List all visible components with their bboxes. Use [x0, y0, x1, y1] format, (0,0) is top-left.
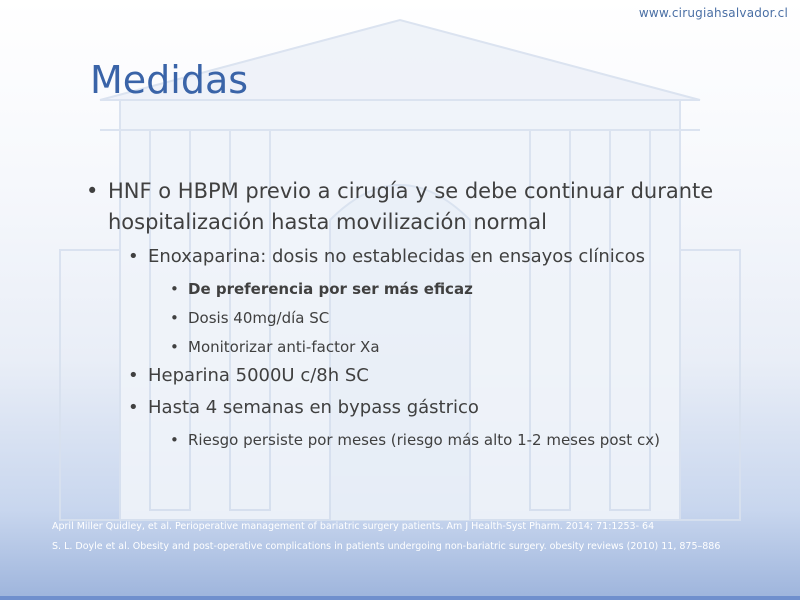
bullet-text-dosis: Dosis 40mg/día SC — [188, 309, 330, 327]
bullet-text-enoxaparina: Enoxaparina: dosis no establecidas en ensayos clínicos — [148, 246, 646, 267]
bullet-level2 — [86, 395, 786, 421]
bullet-dot-icon: • — [128, 246, 139, 267]
bullet-text-hasta: Hasta 4 semanas en bypass gástrico — [148, 397, 479, 418]
bullet-dot-icon: • — [170, 309, 179, 327]
bullet-text-monitorizar: Monitorizar anti-factor Xa — [188, 338, 380, 356]
bullet-text-preferencia: De preferencia por ser más eficaz — [188, 280, 473, 298]
bullet-dot-icon: • — [86, 179, 99, 203]
site-url: www.cirugiahsalvador.cl — [638, 6, 788, 20]
bullet-level1 — [86, 176, 786, 238]
bullet-level2 — [86, 244, 786, 270]
reference-item: S. L. Doyle et al. Obesity and post-operative complications in patients undergoing non-bariatric surgery. obesity reviews (2010) 11, 875–886 — [52, 541, 721, 552]
references — [52, 517, 792, 557]
bullet-level3 — [86, 279, 786, 299]
bullet-text-heparina: Heparina 5000U c/8h SC — [148, 365, 369, 386]
bullet-text-riesgo: Riesgo persiste por meses (riesgo más alto 1-2 meses post cx) — [188, 431, 660, 449]
bullet-dot-icon: • — [128, 397, 139, 418]
bullet-level3 — [86, 308, 786, 328]
bullet-dot-icon: • — [170, 280, 179, 298]
bullet-dot-icon: • — [170, 431, 179, 449]
bullet-dot-icon: • — [170, 338, 179, 356]
bottom-bar — [0, 596, 800, 600]
slide-content — [86, 176, 786, 450]
slide-title: Medidas — [90, 58, 249, 102]
bullet-level2 — [86, 363, 786, 389]
bullet-level3 — [86, 430, 786, 450]
bullet-text-hnf: HNF o HBPM previo a cirugía y se debe continuar durante hospitalización hasta movilización normal — [108, 179, 714, 234]
reference-item: April Miller Quidley, et al. Perioperative management of bariatric surgery patients. Am J Health-Syst Pharm. 2014; 71:1253- 64 — [52, 521, 655, 532]
bullet-dot-icon: • — [128, 365, 139, 386]
bullet-level3 — [86, 337, 786, 357]
